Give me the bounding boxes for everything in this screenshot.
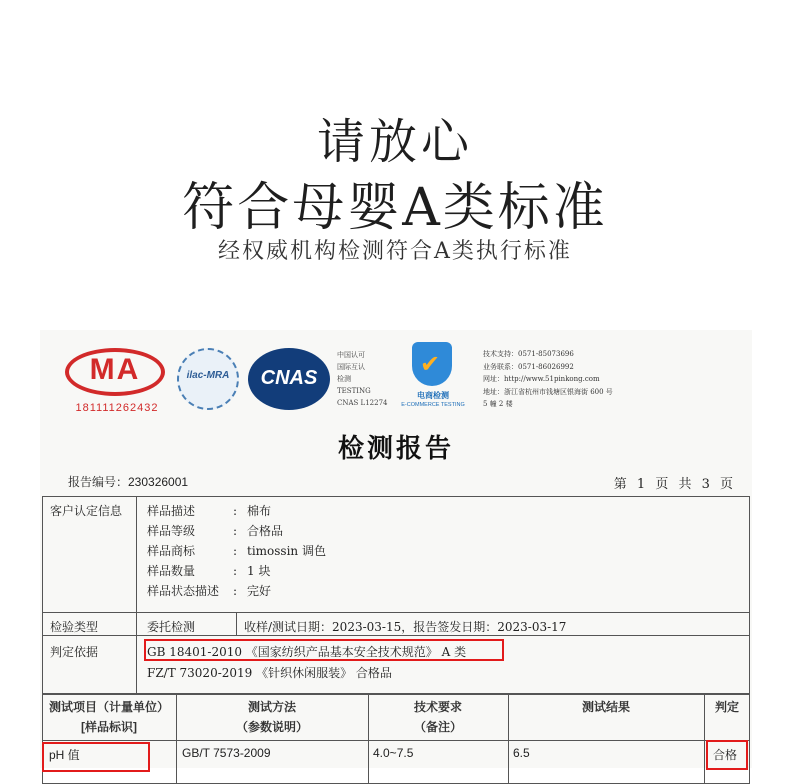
cert-line: 中国认可: [337, 351, 365, 359]
contact-line: 地址：浙江省杭州市钱塘区银海街 600 号: [483, 387, 613, 396]
cnas-logo: [248, 348, 330, 410]
report-title: 检测报告: [337, 434, 454, 464]
sample-key: 样品商标: [147, 544, 196, 558]
sample-value: 完好: [247, 584, 272, 598]
header-test-method: 测试方法 （参数说明）: [235, 700, 308, 734]
sample-row: 样品状态描述 : 完好: [147, 584, 272, 598]
hero-title: 请放心: [316, 114, 473, 170]
row-requirement: 4.0~7.5: [373, 746, 414, 760]
basis-label: 判定依据: [50, 645, 99, 659]
cma-logo: [65, 348, 169, 414]
page-indicator: 第 1 页 共 3 页: [613, 477, 736, 492]
hero-subtitle: 符合母婴A类标准: [182, 178, 608, 238]
cert-line: TESTING: [337, 387, 371, 395]
hero-caption: 经权威机构检测符合A类执行标准: [218, 239, 572, 264]
test-report: [40, 330, 752, 768]
test-dates: 收样/测试日期：2023-03-15，报告签发日期：2023-03-17: [244, 620, 567, 634]
sample-row: 样品描述 : 棉布: [147, 504, 272, 518]
row-result: 6.5: [513, 746, 530, 760]
sample-value: 合格品: [247, 524, 284, 538]
report-number: 报告编号：230326001: [68, 475, 189, 489]
contact-line: 技术支持：0571-85073696: [483, 350, 574, 358]
sample-value: 棉布: [247, 504, 272, 518]
ecommerce-testing-logo: [398, 342, 468, 412]
row-verdict: 合格: [713, 748, 738, 762]
sample-value: 1 块: [247, 564, 271, 578]
cnas-logo-text: CNAS: [260, 367, 318, 389]
accreditation-text: [337, 349, 407, 409]
basis-standard-b: FZ/T 73020-2019 《针织休闲服装》 合格品: [147, 666, 392, 680]
row-item: pH 值: [49, 748, 80, 762]
ilac-mra-logo: [177, 348, 239, 410]
hero-section: [0, 0, 790, 320]
header-verdict: 判定: [714, 700, 739, 714]
sample-row: 样品数量 : 1 块: [147, 564, 271, 578]
header-requirement: 技术要求 （备注）: [413, 700, 462, 734]
cma-logo-text: MA: [89, 353, 141, 386]
row-method: GB/T 7573-2009: [182, 746, 271, 760]
contact-line: 网址：http://www.51pinkong.com: [483, 375, 600, 383]
cma-number: 181111262432: [75, 402, 159, 414]
sample-key: 样品状态描述: [147, 584, 220, 598]
inspection-type-label: 检验类型: [50, 620, 99, 634]
cert-line: 检测: [337, 375, 351, 383]
ilac-logo-text: ilac-MRA: [186, 370, 230, 381]
contact-line: 业务联系：0571-86026992: [483, 362, 574, 371]
sample-key: 样品等级: [147, 524, 196, 538]
sample-row: 样品等级 : 合格品: [147, 524, 284, 538]
sample-key: 样品数量: [147, 564, 196, 578]
cert-line: CNAS L12274: [337, 399, 388, 407]
checkmark-icon: ✔: [420, 351, 441, 378]
client-info-label: 客户认定信息: [50, 504, 123, 518]
contact-line: 5 幢 2 楼: [483, 400, 513, 408]
cert-line: 国际互认: [337, 363, 365, 371]
sample-value: timossin 调色: [247, 544, 326, 558]
shield-label-cn: 电商检测: [417, 391, 449, 400]
shield-label-en: E-COMMERCE TESTING: [401, 402, 465, 408]
inspection-type-value: 委托检测: [147, 620, 196, 634]
sample-row: 样品商标 : timossin 调色: [147, 544, 326, 558]
sample-key: 样品描述: [147, 504, 196, 518]
header-test-item: 测试项目（计量单位） [样品标识]: [48, 700, 169, 734]
basis-standard-a: GB 18401-2010 《国家纺织产品基本安全技术规范》 A 类: [147, 645, 467, 659]
contact-info: [483, 348, 653, 411]
header-result: 测试结果: [581, 700, 630, 714]
